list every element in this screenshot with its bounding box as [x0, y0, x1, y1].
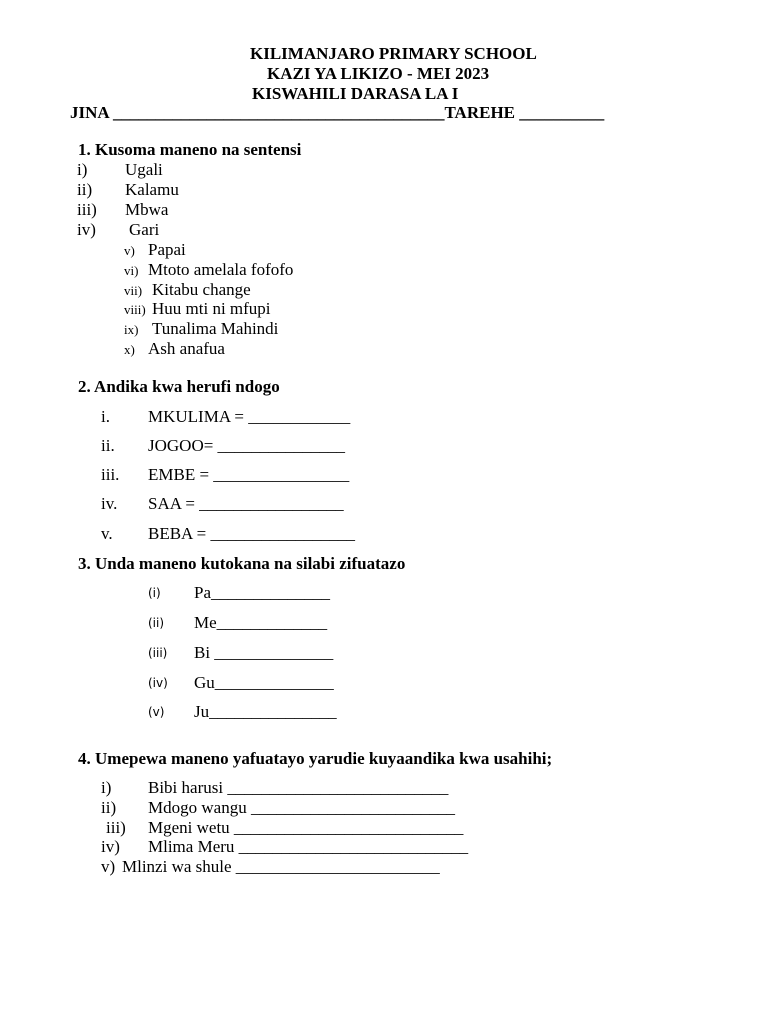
item-number: iii) [77, 200, 97, 219]
item-text: Mtoto amelala fofofo [148, 260, 294, 279]
item-number: ix) [124, 322, 139, 337]
item-text: EMBE = ________________ [148, 465, 350, 484]
item-text: Gari [129, 220, 160, 239]
subject-title: KISWAHILI DARASA LA I [252, 84, 459, 103]
item-text: Bibi harusi __________________________ [148, 778, 449, 797]
item-number: i. [101, 407, 110, 426]
item-number: viii) [124, 302, 146, 317]
item-text: Kalamu [125, 180, 179, 199]
item-number: ii) [101, 798, 117, 817]
item-text: Mbwa [125, 200, 169, 219]
item-number: v) [124, 243, 135, 258]
item-text: Papai [148, 240, 186, 259]
item-number: v) [101, 857, 116, 876]
school-title: KILIMANJARO PRIMARY SCHOOL [250, 44, 537, 63]
item-text: Kitabu change [152, 280, 251, 299]
item-number: (iv) [148, 676, 168, 690]
item-number: iv. [101, 494, 118, 513]
item-number: ii. [101, 436, 115, 455]
item-number: i) [77, 160, 88, 179]
item-text: Tunalima Mahindi [152, 319, 279, 338]
section-2-title: 2. Andika kwa herufi ndogo [78, 377, 280, 396]
item-text: Ju_______________ [194, 702, 337, 721]
item-number: iv) [77, 220, 96, 239]
item-number: iii. [101, 465, 120, 484]
item-number: iv) [101, 837, 120, 856]
item-number: vi) [124, 263, 139, 278]
item-text: Mlima Meru ___________________________ [148, 837, 469, 856]
item-text: Ugali [125, 160, 163, 179]
item-number: (i) [148, 586, 161, 600]
item-text: Mgeni wetu ___________________________ [148, 818, 464, 837]
item-number: (ii) [148, 616, 165, 630]
item-text: BEBA = _________________ [148, 524, 355, 543]
item-text: JOGOO= _______________ [148, 436, 346, 455]
item-number: v. [101, 524, 113, 543]
item-number: vii) [124, 283, 143, 298]
item-text: Mlinzi wa shule ________________________ [122, 857, 440, 876]
task-title: KAZI YA LIKIZO - MEI 2023 [267, 64, 490, 83]
name-date-line: JINA _______________________________________TAREHE __________ [70, 103, 605, 122]
item-text: Gu______________ [194, 673, 334, 692]
section-3-title: 3. Unda maneno kutokana na silabi zifuatazo [78, 554, 406, 573]
item-text: Bi ______________ [194, 643, 334, 662]
item-text: MKULIMA = ____________ [148, 407, 351, 426]
item-text: Pa______________ [194, 583, 330, 602]
item-text: Huu mti ni mfupi [152, 299, 271, 318]
item-text: Ash anafua [148, 339, 225, 358]
item-text: Me_____________ [194, 613, 328, 632]
item-text: SAA = _________________ [148, 494, 344, 513]
item-number: i) [101, 778, 112, 797]
item-number: iii) [106, 818, 126, 837]
item-text: Mdogo wangu ________________________ [148, 798, 455, 817]
item-number: x) [124, 342, 135, 357]
section-1-title: 1. Kusoma maneno na sentensi [78, 140, 302, 159]
item-number: (iii) [148, 646, 168, 660]
item-number: ii) [77, 180, 93, 199]
item-number: (v) [148, 705, 165, 719]
section-4-title: 4. Umepewa maneno yafuatayo yarudie kuyaandika kwa usahihi; [78, 749, 553, 768]
